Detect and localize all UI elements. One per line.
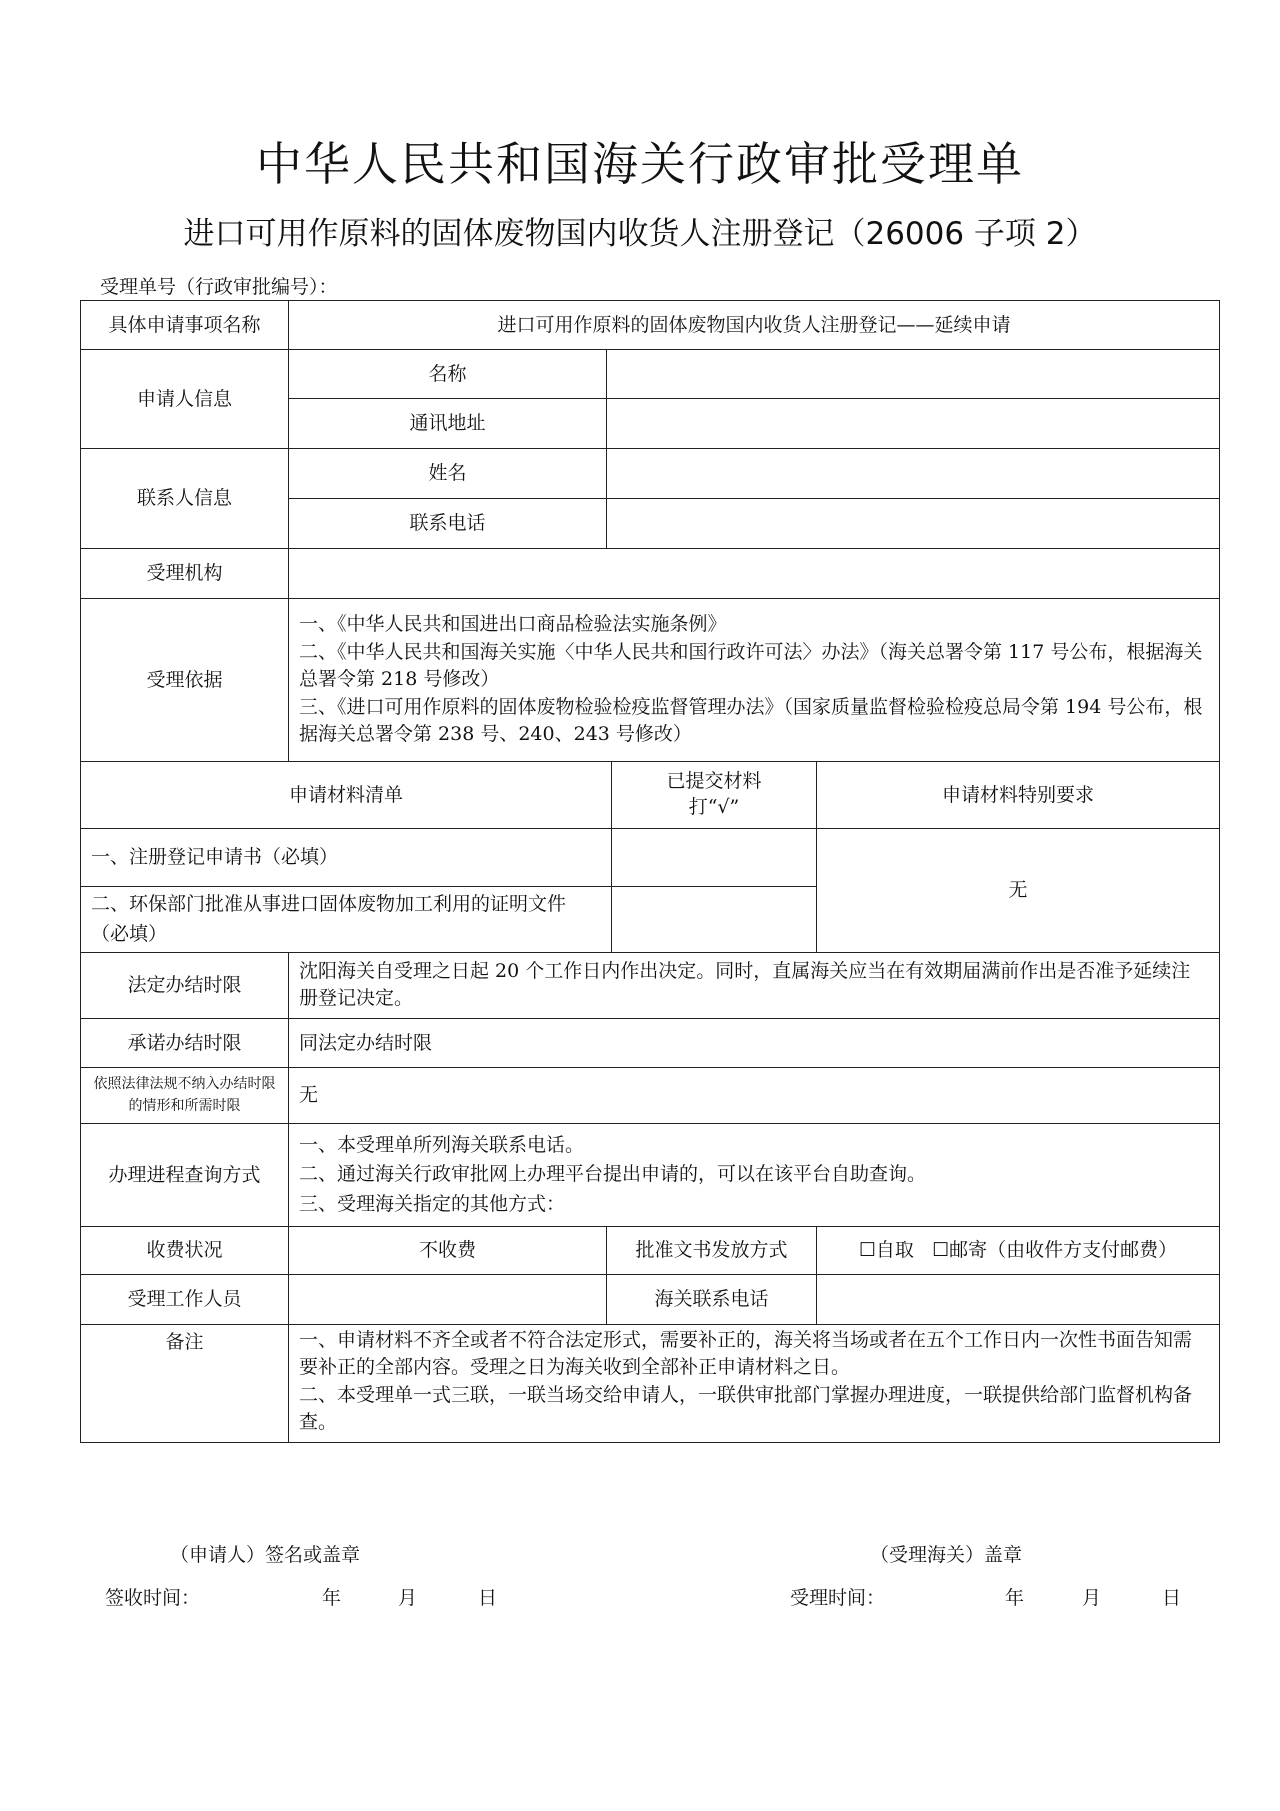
receipt-month-label: 月 (398, 1587, 418, 1609)
applicant-address-label: 通讯地址 (289, 399, 607, 449)
applicant-info-label: 申请人信息 (81, 350, 289, 449)
table-row (81, 1324, 1220, 1442)
remarks-content (289, 1324, 1220, 1442)
table-row (81, 449, 1220, 499)
promised-limit-label: 承诺办结时限 (81, 1018, 289, 1067)
promised-limit-value: 同法定办结时限 (289, 1018, 1220, 1067)
staff-field[interactable] (289, 1274, 607, 1324)
delivery-label: 批准文书发放方式 (607, 1226, 817, 1274)
accept-day-label: 日 (1162, 1587, 1182, 1609)
excluded-value: 无 (289, 1067, 1220, 1123)
submitted-header-line2: 打“√” (688, 796, 740, 818)
application-form-table (80, 300, 1220, 1443)
materials-header: 申请材料清单 (81, 762, 612, 829)
contact-name-field[interactable] (607, 449, 1220, 499)
table-row (81, 301, 1220, 350)
basis-label: 受理依据 (81, 599, 289, 762)
contact-name-label: 姓名 (289, 449, 607, 499)
accepting-org-field[interactable] (289, 549, 1220, 599)
page-subtitle: 进口可用作原料的固体废物国内收货人注册登记（26006 子项 2） (183, 216, 1097, 252)
item-name-label: 具体申请事项名称 (81, 301, 289, 350)
table-row (81, 350, 1220, 399)
customs-phone-field[interactable] (817, 1274, 1220, 1324)
submitted-header-line1: 已提交材料 (666, 770, 762, 793)
accept-time-label: 受理时间： (790, 1587, 886, 1609)
applicant-address-field[interactable] (607, 399, 1220, 449)
query-content (289, 1123, 1220, 1226)
table-row (81, 1067, 1220, 1123)
table-row (81, 1123, 1220, 1226)
submitted-header (612, 762, 817, 829)
customs-seal-label: （受理海关）盖章 (870, 1544, 1023, 1566)
special-req-value: 无 (817, 829, 1220, 953)
staff-label: 受理工作人员 (81, 1274, 289, 1324)
table-row (81, 1274, 1220, 1324)
contact-phone-label: 联系电话 (289, 499, 607, 549)
page-title: 中华人民共和国海关行政审批受理单 (256, 137, 1024, 191)
table-row (81, 1226, 1220, 1274)
legal-limit-label: 法定办结时限 (81, 952, 289, 1018)
applicant-name-label: 名称 (289, 350, 607, 399)
delivery-options (817, 1226, 1220, 1274)
table-row (81, 549, 1220, 599)
material-2-checkbox-cell[interactable] (612, 887, 817, 953)
basis-content (289, 599, 1220, 762)
table-row (81, 829, 1220, 887)
accepting-org-label: 受理机构 (81, 549, 289, 599)
receipt-time-label: 签收时间： (105, 1587, 201, 1609)
material-item-2: 二、环保部门批准从事进口固体废物加工利用的证明文件（必填） (81, 887, 612, 953)
table-row (81, 762, 1220, 829)
receipt-day-label: 日 (478, 1587, 498, 1609)
item-name-value: 进口可用作原料的固体废物国内收货人注册登记——延续申请 (289, 301, 1220, 350)
material-1-checkbox-cell[interactable] (612, 829, 817, 887)
basis-line: 一、《中华人民共和国进出口商品检验法实施条例》 (299, 613, 727, 636)
pickup-checkbox[interactable]: ☐ (858, 1239, 876, 1262)
query-line: 三、受理海关指定的其他方式： (299, 1192, 566, 1215)
mail-option-label: 邮寄（由收件方支付邮费） (949, 1239, 1178, 1262)
query-line: 一、本受理单所列海关联系电话。 (299, 1133, 585, 1156)
contact-phone-field[interactable] (607, 499, 1220, 549)
material-item-1: 一、注册登记申请书（必填） (81, 829, 612, 887)
mail-checkbox[interactable]: ☐ (932, 1239, 950, 1262)
special-req-header: 申请材料特别要求 (817, 762, 1220, 829)
basis-line: 三、《进口可用作原料的固体废物检验检疫监督管理办法》（国家质量监督检验检疫总局令第 194 号公布，根据海关总署令第 238 号、240、243 号修改） (299, 695, 1203, 746)
table-row (81, 599, 1220, 762)
excluded-label: 依照法律法规不纳入办结时限的情形和所需时限 (81, 1067, 289, 1123)
fee-value: 不收费 (289, 1226, 607, 1274)
applicant-signature-label: （申请人）签名或盖章 (170, 1544, 361, 1566)
accept-year-label: 年 (1005, 1587, 1025, 1609)
accept-month-label: 月 (1082, 1587, 1102, 1609)
query-label: 办理进程查询方式 (81, 1123, 289, 1226)
receipt-year-label: 年 (322, 1587, 342, 1609)
table-row (81, 952, 1220, 1018)
remarks-line: 一、申请材料不齐全或者不符合法定形式，需要补正的，海关将当场或者在五个工作日内一次性书面告知需要补正的全部内容。受理之日为海关收到全部补正申请材料之日。 (299, 1328, 1193, 1379)
customs-phone-label: 海关联系电话 (607, 1274, 817, 1324)
table-row (81, 1018, 1220, 1067)
contact-info-label: 联系人信息 (81, 449, 289, 549)
remarks-label: 备注 (81, 1324, 289, 1442)
query-line: 二、通过海关行政审批网上办理平台提出申请的，可以在该平台自助查询。 (299, 1163, 927, 1186)
basis-line: 二、《中华人民共和国海关实施〈中华人民共和国行政许可法〉办法》（海关总署令第 117 号公布，根据海关总署令第 218 号修改） (299, 640, 1203, 691)
remarks-line: 二、本受理单一式三联，一联当场交给申请人，一联供审批部门掌握办理进度，一联提供给部门监督机构备查。 (299, 1383, 1193, 1434)
legal-limit-value: 沈阳海关自受理之日起 20 个工作日内作出决定。同时，直属海关应当在有效期届满前作出是否准予延续注册登记决定。 (289, 952, 1220, 1018)
pickup-option-label: 自取 (875, 1239, 914, 1262)
fee-label: 收费状况 (81, 1226, 289, 1274)
receipt-number-label: 受理单号（行政审批编号）： (100, 276, 338, 298)
applicant-name-field[interactable] (607, 350, 1220, 399)
